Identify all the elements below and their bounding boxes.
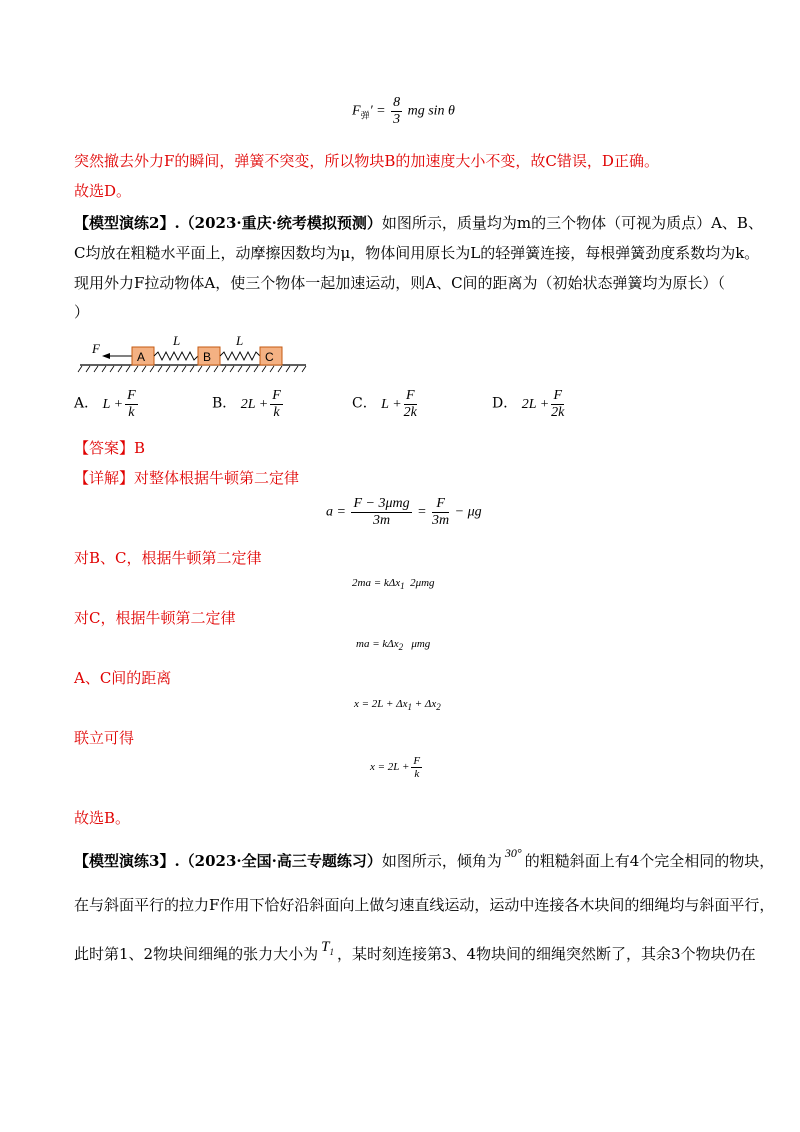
option-d[interactable]: D． 2L + $\frac{F}{2k}$ <box>492 388 565 420</box>
equation-5: x = 2L + $\frac{F}{k}$ <box>370 755 421 780</box>
choice-line: 故选D。 <box>74 182 132 200</box>
spring-1-label: L <box>173 333 181 348</box>
option-c[interactable]: C． L + $\frac{F}{2k}$ <box>352 388 417 420</box>
question2-tag: 【模型演练2】 <box>74 214 175 232</box>
option-b[interactable]: B． 2L + $\frac{F}{k}$ <box>212 388 281 420</box>
block-c-label: C <box>265 350 274 364</box>
force-label: F <box>92 341 100 356</box>
question3-line1: 【模型演练3】.（2023·全国·高三专题练习）如图所示，倾角为 $^{30^\circ}$ 的粗糙斜面上有4个完全相同的物块， <box>74 846 775 870</box>
answer-line: 【答案】B <box>74 439 146 457</box>
step-2: 对C，根据牛顿第二定律 <box>74 609 236 627</box>
choice-line-2: 故选B。 <box>74 809 131 827</box>
angle-value: 30° <box>504 846 522 860</box>
spring-1 <box>154 352 198 360</box>
explanation-line: 突然撤去外力F的瞬间，弹簧不突变，所以物块B的加速度大小不变，故C错误，D正确。 <box>74 152 659 170</box>
question2-line4: ） <box>74 303 90 321</box>
question3-line3: 此时第1、2物块间细绳的张力大小为 $T_1$ ，某时刻连接第3、4物块间的细绳突然断了，其余3个物块仍在 <box>74 939 756 963</box>
equation-4: $x = 2L + \Delta x_1 + \Delta x_2$ <box>354 698 441 713</box>
question2-line1: 【模型演练2】.（2023·重庆·统考模拟预测）如图所示，质量均为m的三个物体（可视为质点）A、B、 <box>74 214 763 232</box>
step-4: 联立可得 <box>74 729 135 747</box>
question2-line2: C均放在粗糙水平面上，动摩擦因数均为μ，物体间用原长为L的轻弹簧连接，每根弹簧劲度系数均为k。 <box>74 244 760 262</box>
step-3: A、C间的距离 <box>74 669 172 687</box>
spring-2 <box>220 352 260 360</box>
top-formula: $F_弹'$ = $\frac{8}{3}$ mg sin θ <box>352 95 455 127</box>
question2-source: .（2023·重庆·统考模拟预测） <box>174 214 382 232</box>
equation-3: ma = kΔx$_2$ μmg <box>356 638 431 653</box>
detail-line: 【详解】对整体根据牛顿第二定律 <box>74 469 300 487</box>
equation-2: 2ma = kΔx$_1$ 2μmg <box>352 577 435 592</box>
block-b-label: B <box>203 350 212 364</box>
question3-tag: 【模型演练3】 <box>74 852 175 870</box>
spring-2-label: L <box>236 333 244 348</box>
question2-line3: 现用外力F拉动物体A，使三个物体一起加速运动，则A、C间的距离为（初始状态弹簧均为原长）（ <box>74 274 726 292</box>
equation-1: a = $\frac{\text{F − 3μmg}}{3m}$ = $\frac{F}{3m}$ − μg <box>326 496 482 528</box>
block-a-label: A <box>137 350 146 364</box>
question3-line2: 在与斜面平行的拉力F作用下恰好沿斜面向上做匀速直线运动，运动中连接各木块间的细绳均与斜面平行， <box>74 896 775 914</box>
tension-symbol: $T_1$ <box>321 939 334 957</box>
option-a[interactable]: A． L + $\frac{F}{k}$ <box>74 388 136 420</box>
step-1: 对B、C，根据牛顿第二定律 <box>74 549 262 567</box>
spring-blocks-figure <box>70 333 310 375</box>
question3-source: .（2023·全国·高三专题练习） <box>174 852 382 870</box>
